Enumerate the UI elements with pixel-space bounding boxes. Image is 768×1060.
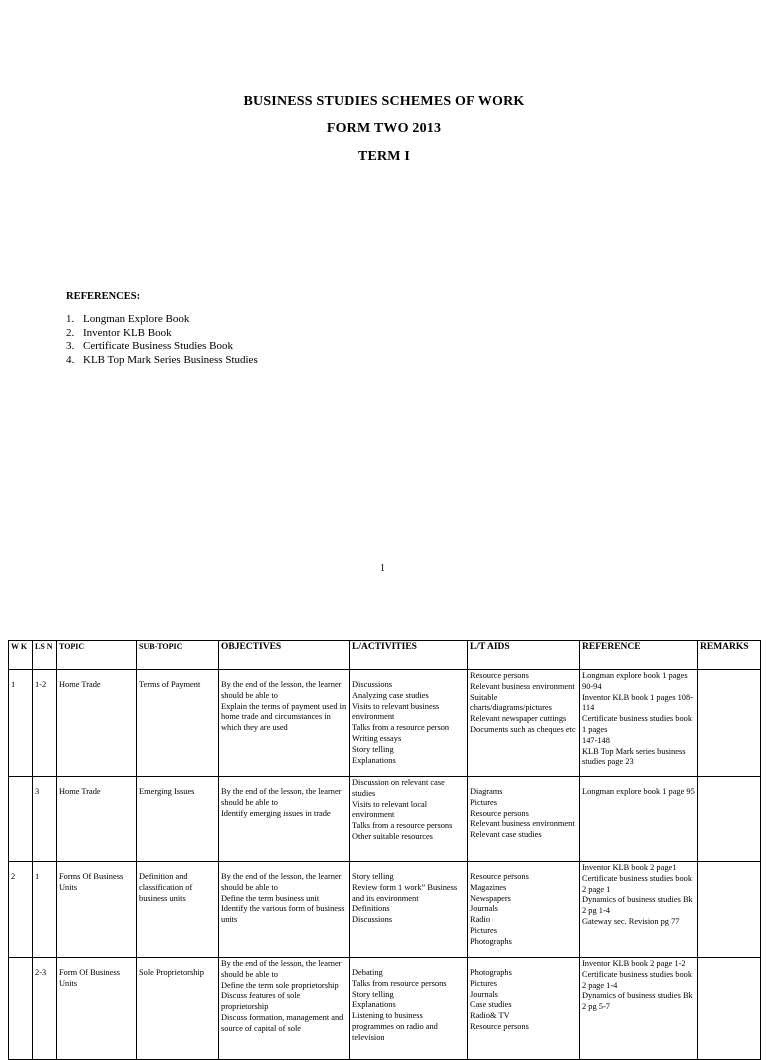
- cell-aids: Photographs Pictures Journals Case studies Radio& TV Resource persons: [468, 958, 580, 1060]
- cell-subtopic: Terms of Payment: [137, 670, 219, 777]
- scheme-table: [8, 640, 761, 1060]
- cell-activities: Discussions Analyzing case studies Visits to relevant business environment Talks from a resource person Writing essays Story telling Explanations: [350, 670, 468, 777]
- header-remarks: REMARKS: [698, 641, 761, 670]
- table-row: [9, 777, 761, 862]
- cell-aids: Resource persons Magazines Newspapers Journals Radio Pictures Photographs: [468, 862, 580, 958]
- cell-subtopic: Emerging Issues: [137, 777, 219, 862]
- cell-remarks: [698, 670, 761, 777]
- cell-reference: Longman explore book 1 page 95: [580, 777, 698, 862]
- header-topic: TOPIC: [57, 641, 137, 670]
- cell-lsn: 1: [33, 862, 57, 958]
- cell-remarks: [698, 862, 761, 958]
- page-number: 1: [380, 563, 385, 574]
- reference-item: 4. KLB Top Mark Series Business Studies: [66, 353, 258, 366]
- cell-lsn: 3: [33, 777, 57, 862]
- cell-reference: Inventor KLB book 2 page 1-2 Certificate business studies book 2 page 1-4 Dynamics of business studies Bk 2 pg 5-7: [580, 958, 698, 1060]
- cell-remarks: [698, 777, 761, 862]
- cell-aids: Diagrams Pictures Resource persons Relevant business environment Relevant case studies: [468, 777, 580, 862]
- document-form: FORM TWO 2013: [326, 121, 442, 136]
- cell-reference: Longman explore book 1 pages 90-94 Inventor KLB book 1 pages 108-114 Certificate business studies book 1 pages 147-148 KLB Top Mark series business studies page 23: [580, 670, 698, 777]
- cell-topic: Form Of Business Units: [57, 958, 137, 1060]
- cell-objectives: By the end of the lesson, the learner should be able to Define the term business unit Identify the various form of business units: [219, 862, 350, 958]
- cell-lsn: 2-3: [33, 958, 57, 1060]
- cell-wk: [9, 777, 33, 862]
- references-list: [66, 313, 258, 367]
- cell-lsn: 1-2: [33, 670, 57, 777]
- header-objectives: OBJECTIVES: [219, 641, 350, 670]
- reference-item: 3. Certificate Business Studies Book: [66, 340, 234, 352]
- header-lsn: LS N: [33, 641, 57, 670]
- cell-subtopic: Definition and classification of business units: [137, 862, 219, 958]
- table-row: [9, 862, 761, 958]
- document-title: BUSINESS STUDIES SCHEMES OF WORK: [243, 94, 525, 109]
- cell-topic: Forms Of Business Units: [57, 862, 137, 958]
- reference-item: 1. Longman Explore Book: [66, 313, 190, 325]
- cell-aids: Resource persons Relevant business environment Suitable charts/diagrams/pictures Relevant newspaper cuttings Documents such as cheques etc: [468, 670, 580, 777]
- cell-activities: Debating Talks from resource persons Story telling Explanations Listening to business programmes on radio and television: [350, 958, 468, 1060]
- header-subtopic: SUB-TOPIC: [137, 641, 219, 670]
- table-header-row: [9, 641, 761, 670]
- references-heading: REFERENCES:: [66, 291, 141, 302]
- table-row: [9, 670, 761, 777]
- cell-reference: Inventor KLB book 2 page1 Certificate business studies book 2 page 1 Dynamics of business studies Bk 2 pg 1-4 Gateway sec. Revision pg 77: [580, 862, 698, 958]
- cell-objectives: By the end of the lesson, the learner should be able to Define the term sole proprietorship Discuss features of sole proprietorship Discuss formation, management and source of capital of sole: [219, 958, 350, 1060]
- cell-wk: [9, 958, 33, 1060]
- header-activities: L/ACTIVITIES: [350, 641, 468, 670]
- cell-subtopic: Sole Proprietorship: [137, 958, 219, 1060]
- cell-wk: 2: [9, 862, 33, 958]
- reference-item: 2. Inventor KLB Book: [66, 326, 172, 339]
- cell-topic: Home Trade: [57, 777, 137, 862]
- cell-objectives: By the end of the lesson, the learner should be able to Identify emerging issues in trade: [219, 777, 350, 862]
- cell-remarks: [698, 958, 761, 1060]
- header-wk: W K: [9, 641, 33, 670]
- cell-wk: 1: [9, 670, 33, 777]
- cell-activities: Discussion on relevant case studies Visits to relevant local environment Talks from a resource persons Other suitable resources: [350, 777, 468, 862]
- cell-activities: Story telling Review form 1 work” Business and its environment Definitions Discussions: [350, 862, 468, 958]
- header-reference: REFERENCE: [580, 641, 698, 670]
- table-row: [9, 958, 761, 1060]
- cell-objectives: By the end of the lesson, the learner should be able to Explain the terms of payment used in home trade and circumstances in which they are used: [219, 670, 350, 777]
- page-gap: [0, 600, 768, 640]
- document-term: TERM I: [357, 149, 411, 164]
- cell-topic: Home Trade: [57, 670, 137, 777]
- header-aids: L/T AIDS: [468, 641, 580, 670]
